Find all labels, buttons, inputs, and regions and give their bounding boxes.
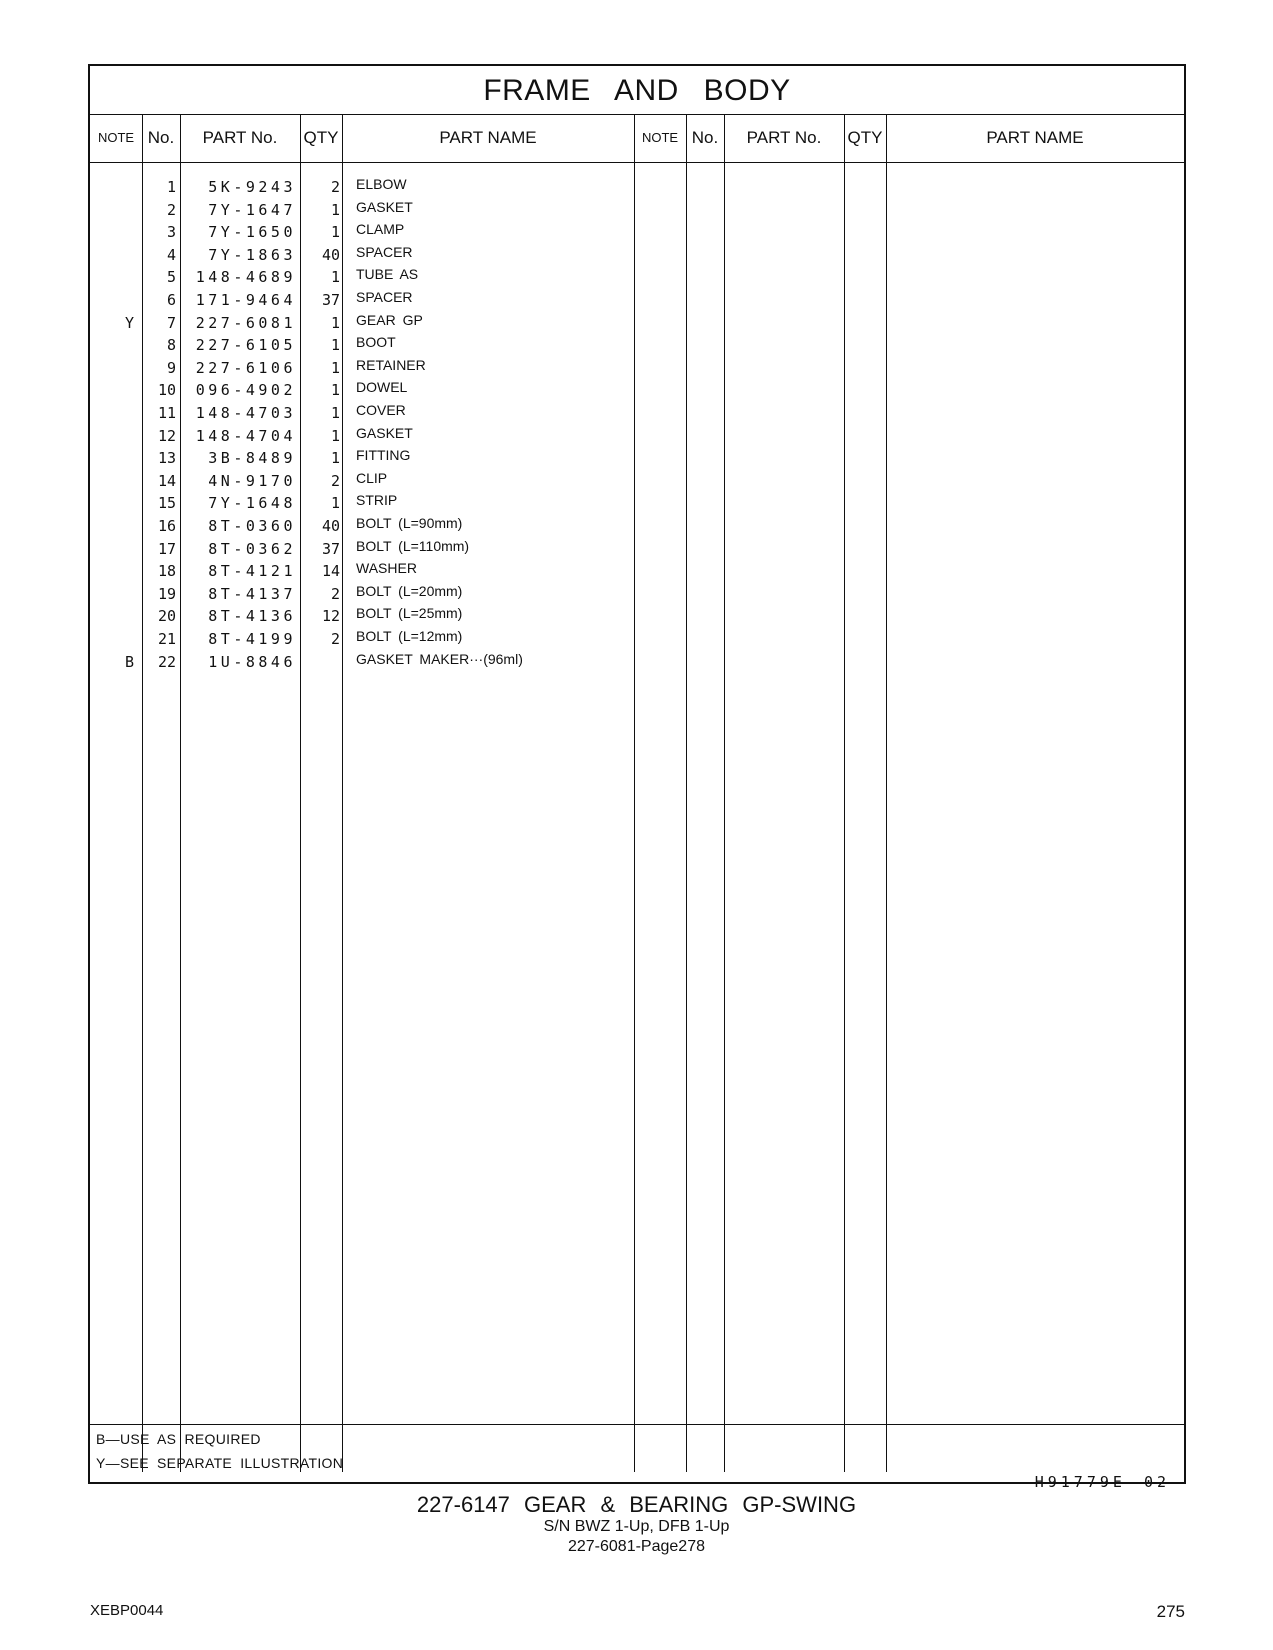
- row-number: 18: [157, 562, 176, 581]
- row-quantity: 1: [330, 494, 340, 513]
- row-quantity: 2: [330, 630, 340, 648]
- header-part-name-left: PART NAME: [439, 128, 537, 147]
- row-number: 5: [166, 268, 176, 287]
- row-part-number: 8T-4121: [208, 562, 296, 581]
- header-qty-left: QTY: [303, 128, 339, 147]
- table-row: [90, 560, 1184, 583]
- table-row: [90, 492, 1184, 515]
- parts-table-frame: [88, 64, 1186, 1491]
- row-part-name: DOWEL: [356, 379, 408, 396]
- page-number: 275: [1156, 1602, 1185, 1621]
- row-number: 22: [157, 652, 176, 671]
- row-part-number: 7Y-1648: [208, 494, 296, 513]
- row-number: 7: [166, 313, 176, 332]
- row-part-name: CLAMP: [356, 221, 405, 238]
- header-part-no-left: PART No.: [202, 128, 278, 147]
- footer-title: 227-6147 GEAR & BEARING GP-SWING: [416, 1492, 857, 1517]
- row-part-name: WASHER: [356, 560, 417, 577]
- row-quantity: 1: [330, 223, 340, 242]
- row-number: 8: [166, 336, 176, 355]
- row-quantity: 12: [321, 607, 340, 626]
- header-part-no-right: PART No.: [746, 128, 822, 147]
- table-row: [90, 199, 1184, 222]
- row-quantity: 40: [321, 245, 340, 264]
- footer-serial: S/N BWZ 1-Up, DFB 1-Up: [543, 1518, 730, 1535]
- row-quantity: 1: [330, 268, 340, 287]
- table-row: [90, 583, 1184, 606]
- row-quantity: 37: [321, 291, 340, 309]
- row-part-name: BOLT (L=25mm): [356, 605, 463, 622]
- row-part-name: GASKET: [356, 424, 413, 441]
- row-part-number: 148-4704: [195, 426, 296, 445]
- row-part-name: GEAR GP: [356, 311, 423, 328]
- row-part-number: 227-6106: [195, 358, 296, 377]
- footer-page-ref: 227-6081-Page278: [567, 1538, 705, 1555]
- table-row: [90, 379, 1184, 402]
- row-part-name: SPACER: [356, 289, 413, 305]
- row-part-number: 8T-0362: [208, 539, 296, 558]
- table-row: [90, 266, 1184, 289]
- row-part-name: BOOT: [356, 334, 396, 351]
- row-quantity: 14: [321, 562, 340, 581]
- row-part-number: 8T-4137: [208, 584, 296, 603]
- table-row: [90, 447, 1184, 470]
- row-part-number: 148-4689: [195, 268, 296, 287]
- row-quantity: 1: [330, 313, 340, 332]
- row-part-name: BOLT (L=20mm): [356, 582, 463, 599]
- header-no-left: No.: [147, 128, 175, 147]
- header-note-left: NOTE: [97, 130, 135, 145]
- note-b: B—USE AS REQUIRED: [96, 1431, 261, 1447]
- illustration-revision: 02: [1143, 1473, 1170, 1491]
- row-number: 11: [157, 404, 176, 422]
- row-part-name: RETAINER: [356, 356, 426, 373]
- table-header: [90, 114, 1184, 163]
- row-number: 17: [157, 539, 176, 558]
- row-quantity: 1: [330, 404, 340, 422]
- table-row: [90, 357, 1184, 380]
- row-part-number: 8T-4136: [208, 607, 296, 626]
- row-quantity: 2: [330, 471, 340, 490]
- row-part-name: ELBOW: [356, 176, 407, 192]
- row-quantity: 1: [330, 358, 340, 377]
- header-qty-right: QTY: [847, 128, 883, 147]
- row-number: 16: [157, 517, 176, 535]
- row-part-number: 096-4902: [195, 381, 296, 400]
- row-part-number: 8T-0360: [208, 517, 296, 535]
- row-number: 13: [157, 449, 176, 468]
- row-part-name: BOLT (L=110mm): [356, 537, 470, 554]
- row-part-name: GASKET: [356, 198, 413, 215]
- table-row: [90, 651, 1184, 674]
- row-note: Y: [124, 313, 134, 332]
- table-row: [90, 289, 1184, 312]
- row-quantity: 1: [330, 449, 340, 468]
- row-number: 12: [157, 426, 176, 445]
- table-row: [90, 221, 1184, 244]
- row-part-number: 7Y-1650: [208, 223, 296, 242]
- row-quantity: 1: [330, 200, 340, 219]
- row-quantity: 2: [330, 178, 340, 196]
- header-note-right: NOTE: [641, 130, 679, 145]
- row-part-number: 227-6081: [195, 313, 296, 332]
- row-part-number: 171-9464: [195, 291, 296, 309]
- row-part-name: SPACER: [356, 243, 413, 260]
- row-number: 14: [157, 471, 176, 490]
- table-row: [90, 402, 1184, 425]
- row-part-name: BOLT (L=90mm): [356, 515, 463, 531]
- illustration-code: [1035, 1473, 1170, 1491]
- row-part-name: CLIP: [356, 469, 388, 486]
- row-number: 21: [157, 630, 176, 648]
- row-quantity: 1: [330, 426, 340, 445]
- row-part-number: 148-4703: [195, 404, 296, 422]
- row-number: 4: [166, 245, 176, 264]
- row-quantity: 2: [330, 584, 340, 603]
- row-part-number: 5K-9243: [208, 178, 296, 196]
- row-number: 3: [166, 223, 176, 242]
- header-no-right: No.: [691, 128, 719, 147]
- row-number: 15: [157, 494, 176, 513]
- row-part-name: TUBE AS: [356, 266, 419, 283]
- table-row: [90, 312, 1184, 335]
- row-part-name: GASKET MAKER···(96ml): [356, 650, 523, 667]
- row-part-name: COVER: [356, 402, 406, 418]
- table-row: [90, 605, 1184, 628]
- row-part-number: 227-6105: [195, 336, 296, 355]
- row-part-number: 3B-8489: [208, 449, 296, 468]
- row-part-number: 4N-9170: [208, 471, 296, 490]
- row-part-number: 7Y-1647: [208, 200, 296, 219]
- row-number: 2: [166, 200, 176, 219]
- document-id: XEBP0044: [90, 1602, 164, 1619]
- table-row: [90, 515, 1184, 538]
- illustration-code-value: H91779E: [1034, 1473, 1126, 1491]
- table-row: [90, 334, 1184, 357]
- row-note: B: [124, 652, 134, 671]
- row-part-name: BOLT (L=12mm): [356, 628, 463, 644]
- row-number: 19: [157, 584, 176, 603]
- row-number: 6: [166, 291, 176, 309]
- section-title: FRAME AND BODY: [90, 66, 1184, 115]
- note-y: Y—SEE SEPARATE ILLUSTRATION: [96, 1455, 344, 1471]
- row-part-name: FITTING: [356, 447, 411, 464]
- row-part-number: 7Y-1863: [208, 245, 296, 264]
- row-part-number: 1U-8846: [208, 652, 296, 671]
- table-row: [90, 176, 1184, 199]
- table-row: [90, 470, 1184, 493]
- row-quantity: 40: [321, 517, 340, 535]
- row-part-name: STRIP: [356, 492, 398, 509]
- table-row: [90, 538, 1184, 561]
- row-number: 1: [166, 178, 176, 196]
- row-part-number: 8T-4199: [208, 630, 296, 648]
- row-quantity: 37: [321, 539, 340, 558]
- notes-section: [90, 1424, 1184, 1491]
- row-quantity: 1: [330, 336, 340, 355]
- row-number: 10: [157, 381, 176, 400]
- table-row: [90, 628, 1184, 651]
- row-number: 20: [157, 607, 176, 626]
- row-number: 9: [166, 358, 176, 377]
- table-row: [90, 425, 1184, 448]
- row-quantity: 1: [330, 381, 340, 400]
- header-part-name-right: PART NAME: [986, 128, 1084, 147]
- table-row: [90, 244, 1184, 267]
